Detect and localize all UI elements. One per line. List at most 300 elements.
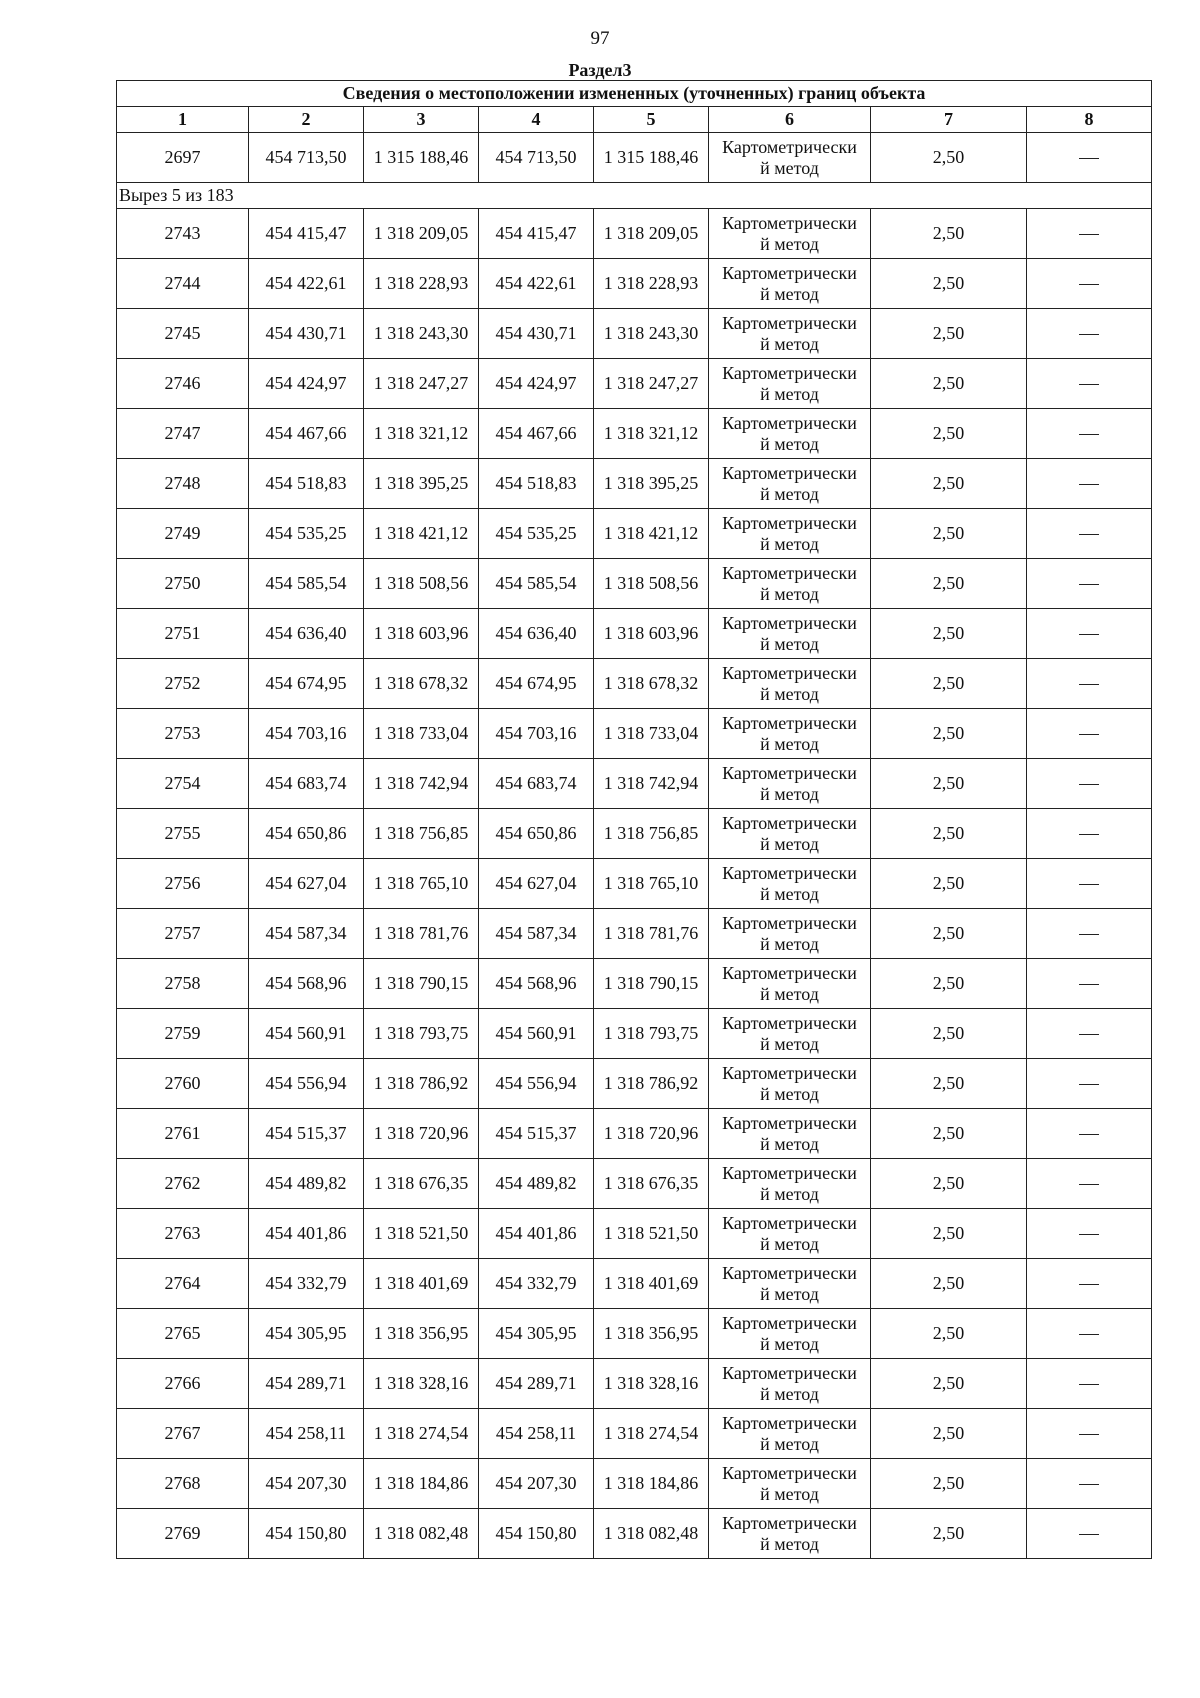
y-coordinate-refined: 1 318 521,50 bbox=[594, 1209, 709, 1259]
x-coordinate-existing: 454 518,83 bbox=[249, 459, 364, 509]
description-cell bbox=[1027, 1109, 1152, 1159]
point-number: 2757 bbox=[117, 909, 249, 959]
table-row bbox=[117, 1159, 1152, 1209]
y-coordinate-existing: 1 318 274,54 bbox=[364, 1409, 479, 1459]
y-coordinate-refined: 1 318 395,25 bbox=[594, 459, 709, 509]
method-line-1: Картометрически bbox=[722, 962, 857, 983]
table-row bbox=[117, 309, 1152, 359]
x-coordinate-existing: 454 430,71 bbox=[249, 309, 364, 359]
method-line-1: Картометрически bbox=[722, 462, 857, 483]
y-coordinate-refined: 1 318 786,92 bbox=[594, 1059, 709, 1109]
determination-method bbox=[709, 1009, 871, 1059]
dash-mark bbox=[1079, 1484, 1099, 1485]
precision-value: 2,50 bbox=[871, 609, 1027, 659]
x-coordinate-existing: 454 568,96 bbox=[249, 959, 364, 1009]
point-number: 2760 bbox=[117, 1059, 249, 1109]
method-line-1: Картометрически bbox=[722, 412, 857, 433]
method-line-2: й метод bbox=[760, 1333, 819, 1354]
method-line-2: й метод bbox=[760, 483, 819, 504]
precision-value: 2,50 bbox=[871, 259, 1027, 309]
point-number: 2763 bbox=[117, 1209, 249, 1259]
y-coordinate-existing: 1 318 508,56 bbox=[364, 559, 479, 609]
method-line-1: Картометрически bbox=[722, 712, 857, 733]
method-line-1: Картометрически bbox=[722, 212, 857, 233]
description-cell bbox=[1027, 759, 1152, 809]
y-coordinate-refined: 1 318 720,96 bbox=[594, 1109, 709, 1159]
table-row bbox=[117, 1259, 1152, 1309]
determination-method bbox=[709, 459, 871, 509]
precision-value: 2,50 bbox=[871, 1209, 1027, 1259]
table-row bbox=[117, 559, 1152, 609]
method-line-2: й метод bbox=[760, 1283, 819, 1304]
x-coordinate-refined: 454 674,95 bbox=[479, 659, 594, 709]
y-coordinate-refined: 1 318 243,30 bbox=[594, 309, 709, 359]
point-number: 2752 bbox=[117, 659, 249, 709]
point-number: 2756 bbox=[117, 859, 249, 909]
y-coordinate-existing: 1 318 603,96 bbox=[364, 609, 479, 659]
determination-method bbox=[709, 409, 871, 459]
subheading-row bbox=[117, 183, 1152, 209]
method-line-1: Картометрически bbox=[722, 512, 857, 533]
y-coordinate-existing: 1 318 421,12 bbox=[364, 509, 479, 559]
determination-method bbox=[709, 909, 871, 959]
precision-value: 2,50 bbox=[871, 209, 1027, 259]
y-coordinate-refined: 1 318 678,32 bbox=[594, 659, 709, 709]
determination-method bbox=[709, 509, 871, 559]
determination-method bbox=[709, 809, 871, 859]
y-coordinate-existing: 1 318 733,04 bbox=[364, 709, 479, 759]
table-row bbox=[117, 1209, 1152, 1259]
determination-method bbox=[709, 1509, 871, 1559]
y-coordinate-refined: 1 318 765,10 bbox=[594, 859, 709, 909]
method-line-2: й метод bbox=[760, 833, 819, 854]
precision-value: 2,50 bbox=[871, 1159, 1027, 1209]
y-coordinate-existing: 1 318 720,96 bbox=[364, 1109, 479, 1159]
x-coordinate-existing: 454 489,82 bbox=[249, 1159, 364, 1209]
precision-value: 2,50 bbox=[871, 659, 1027, 709]
determination-method bbox=[709, 709, 871, 759]
x-coordinate-refined: 454 650,86 bbox=[479, 809, 594, 859]
dash-mark bbox=[1079, 1334, 1099, 1335]
y-coordinate-refined: 1 318 184,86 bbox=[594, 1459, 709, 1509]
precision-value: 2,50 bbox=[871, 509, 1027, 559]
determination-method bbox=[709, 1409, 871, 1459]
x-coordinate-refined: 454 467,66 bbox=[479, 409, 594, 459]
precision-value: 2,50 bbox=[871, 1259, 1027, 1309]
y-coordinate-refined: 1 318 328,16 bbox=[594, 1359, 709, 1409]
method-line-1: Картометрически bbox=[722, 1062, 857, 1083]
method-line-1: Картометрически bbox=[722, 1112, 857, 1133]
point-number: 2743 bbox=[117, 209, 249, 259]
dash-mark bbox=[1079, 684, 1099, 685]
y-coordinate-existing: 1 318 321,12 bbox=[364, 409, 479, 459]
x-coordinate-existing: 454 636,40 bbox=[249, 609, 364, 659]
table-row bbox=[117, 1009, 1152, 1059]
determination-method bbox=[709, 133, 871, 183]
x-coordinate-refined: 454 556,94 bbox=[479, 1059, 594, 1109]
method-line-1: Картометрически bbox=[722, 862, 857, 883]
x-coordinate-refined: 454 713,50 bbox=[479, 133, 594, 183]
x-coordinate-refined: 454 401,86 bbox=[479, 1209, 594, 1259]
method-line-1: Картометрически bbox=[722, 1012, 857, 1033]
table-row bbox=[117, 1509, 1152, 1559]
y-coordinate-refined: 1 318 781,76 bbox=[594, 909, 709, 959]
dash-mark bbox=[1079, 784, 1099, 785]
method-line-1: Картометрически bbox=[722, 762, 857, 783]
y-coordinate-refined: 1 318 742,94 bbox=[594, 759, 709, 809]
x-coordinate-refined: 454 568,96 bbox=[479, 959, 594, 1009]
table-row bbox=[117, 359, 1152, 409]
table-row bbox=[117, 759, 1152, 809]
y-coordinate-refined: 1 318 274,54 bbox=[594, 1409, 709, 1459]
dash-mark bbox=[1079, 384, 1099, 385]
x-coordinate-existing: 454 258,11 bbox=[249, 1409, 364, 1459]
description-cell bbox=[1027, 1359, 1152, 1409]
method-line-1: Картометрически bbox=[722, 612, 857, 633]
section-title: Раздел3 bbox=[568, 60, 632, 80]
method-line-1: Картометрически bbox=[722, 1462, 857, 1483]
column-header: 2 bbox=[249, 107, 364, 133]
table-row bbox=[117, 1359, 1152, 1409]
y-coordinate-existing: 1 318 356,95 bbox=[364, 1309, 479, 1359]
x-coordinate-refined: 454 636,40 bbox=[479, 609, 594, 659]
point-number: 2765 bbox=[117, 1309, 249, 1359]
point-number: 2768 bbox=[117, 1459, 249, 1509]
table-row bbox=[117, 259, 1152, 309]
dash-mark bbox=[1079, 1234, 1099, 1235]
dash-mark bbox=[1079, 1084, 1099, 1085]
determination-method bbox=[709, 559, 871, 609]
x-coordinate-refined: 454 150,80 bbox=[479, 1509, 594, 1559]
method-line-1: Картометрически bbox=[722, 362, 857, 383]
point-number: 2745 bbox=[117, 309, 249, 359]
x-coordinate-refined: 454 627,04 bbox=[479, 859, 594, 909]
table-caption: Сведения о местоположении измененных (уточненных) границ объекта bbox=[117, 81, 1152, 107]
method-line-2: й метод bbox=[760, 1433, 819, 1454]
point-number: 2697 bbox=[117, 133, 249, 183]
description-cell bbox=[1027, 409, 1152, 459]
precision-value: 2,50 bbox=[871, 1109, 1027, 1159]
method-line-2: й метод bbox=[760, 783, 819, 804]
x-coordinate-existing: 454 332,79 bbox=[249, 1259, 364, 1309]
determination-method bbox=[709, 859, 871, 909]
column-header: 8 bbox=[1027, 107, 1152, 133]
y-coordinate-existing: 1 318 676,35 bbox=[364, 1159, 479, 1209]
y-coordinate-refined: 1 318 082,48 bbox=[594, 1509, 709, 1559]
y-coordinate-existing: 1 318 247,27 bbox=[364, 359, 479, 409]
y-coordinate-existing: 1 318 790,15 bbox=[364, 959, 479, 1009]
dash-mark bbox=[1079, 1184, 1099, 1185]
precision-value: 2,50 bbox=[871, 559, 1027, 609]
method-line-2: й метод bbox=[760, 733, 819, 754]
determination-method bbox=[709, 759, 871, 809]
precision-value: 2,50 bbox=[871, 809, 1027, 859]
precision-value: 2,50 bbox=[871, 1509, 1027, 1559]
table-row bbox=[117, 1309, 1152, 1359]
x-coordinate-refined: 454 424,97 bbox=[479, 359, 594, 409]
point-number: 2748 bbox=[117, 459, 249, 509]
method-line-1: Картометрически bbox=[722, 1362, 857, 1383]
y-coordinate-existing: 1 318 765,10 bbox=[364, 859, 479, 909]
precision-value: 2,50 bbox=[871, 1059, 1027, 1109]
method-line-2: й метод bbox=[760, 1083, 819, 1104]
point-number: 2747 bbox=[117, 409, 249, 459]
determination-method bbox=[709, 1259, 871, 1309]
description-cell bbox=[1027, 1409, 1152, 1459]
description-cell bbox=[1027, 659, 1152, 709]
y-coordinate-existing: 1 318 243,30 bbox=[364, 309, 479, 359]
determination-method bbox=[709, 209, 871, 259]
x-coordinate-refined: 454 518,83 bbox=[479, 459, 594, 509]
precision-value: 2,50 bbox=[871, 1359, 1027, 1409]
method-line-2: й метод bbox=[760, 1233, 819, 1254]
x-coordinate-refined: 454 560,91 bbox=[479, 1009, 594, 1059]
x-coordinate-existing: 454 467,66 bbox=[249, 409, 364, 459]
point-number: 2758 bbox=[117, 959, 249, 1009]
point-number: 2764 bbox=[117, 1259, 249, 1309]
y-coordinate-refined: 1 318 508,56 bbox=[594, 559, 709, 609]
method-line-2: й метод bbox=[760, 883, 819, 904]
table-row bbox=[117, 133, 1152, 183]
y-coordinate-refined: 1 318 356,95 bbox=[594, 1309, 709, 1359]
method-line-1: Картометрически bbox=[722, 262, 857, 283]
dash-mark bbox=[1079, 1134, 1099, 1135]
method-line-2: й метод bbox=[760, 1133, 819, 1154]
determination-method bbox=[709, 359, 871, 409]
table-row bbox=[117, 509, 1152, 559]
method-line-2: й метод bbox=[760, 157, 819, 178]
point-number: 2755 bbox=[117, 809, 249, 859]
x-coordinate-existing: 454 422,61 bbox=[249, 259, 364, 309]
dash-mark bbox=[1079, 634, 1099, 635]
table-row bbox=[117, 609, 1152, 659]
description-cell bbox=[1027, 1009, 1152, 1059]
page-number: 97 bbox=[590, 28, 610, 49]
dash-mark bbox=[1079, 1434, 1099, 1435]
y-coordinate-refined: 1 318 247,27 bbox=[594, 359, 709, 409]
x-coordinate-existing: 454 207,30 bbox=[249, 1459, 364, 1509]
table-row bbox=[117, 959, 1152, 1009]
y-coordinate-existing: 1 318 786,92 bbox=[364, 1059, 479, 1109]
method-line-2: й метод bbox=[760, 533, 819, 554]
dash-mark bbox=[1079, 284, 1099, 285]
dash-mark bbox=[1079, 434, 1099, 435]
table-row bbox=[117, 459, 1152, 509]
determination-method bbox=[709, 1459, 871, 1509]
x-coordinate-refined: 454 289,71 bbox=[479, 1359, 594, 1409]
dash-mark bbox=[1079, 158, 1099, 159]
precision-value: 2,50 bbox=[871, 909, 1027, 959]
y-coordinate-refined: 1 318 401,69 bbox=[594, 1259, 709, 1309]
dash-mark bbox=[1079, 1384, 1099, 1385]
table-row bbox=[117, 659, 1152, 709]
determination-method bbox=[709, 309, 871, 359]
determination-method bbox=[709, 259, 871, 309]
dash-mark bbox=[1079, 834, 1099, 835]
point-number: 2762 bbox=[117, 1159, 249, 1209]
description-cell bbox=[1027, 1309, 1152, 1359]
method-line-2: й метод bbox=[760, 583, 819, 604]
dash-mark bbox=[1079, 1284, 1099, 1285]
x-coordinate-existing: 454 650,86 bbox=[249, 809, 364, 859]
y-coordinate-existing: 1 318 756,85 bbox=[364, 809, 479, 859]
point-number: 2769 bbox=[117, 1509, 249, 1559]
method-line-2: й метод bbox=[760, 433, 819, 454]
point-number: 2766 bbox=[117, 1359, 249, 1409]
method-line-1: Картометрически bbox=[722, 1412, 857, 1433]
x-coordinate-existing: 454 305,95 bbox=[249, 1309, 364, 1359]
x-coordinate-refined: 454 332,79 bbox=[479, 1259, 594, 1309]
method-line-1: Картометрически bbox=[722, 812, 857, 833]
x-coordinate-existing: 454 415,47 bbox=[249, 209, 364, 259]
x-coordinate-existing: 454 289,71 bbox=[249, 1359, 364, 1409]
method-line-1: Картометрически bbox=[722, 562, 857, 583]
x-coordinate-existing: 454 587,34 bbox=[249, 909, 364, 959]
y-coordinate-existing: 1 318 678,32 bbox=[364, 659, 479, 709]
x-coordinate-refined: 454 430,71 bbox=[479, 309, 594, 359]
method-line-2: й метод bbox=[760, 633, 819, 654]
precision-value: 2,50 bbox=[871, 1009, 1027, 1059]
determination-method bbox=[709, 1209, 871, 1259]
method-line-1: Картометрически bbox=[722, 312, 857, 333]
dash-mark bbox=[1079, 234, 1099, 235]
description-cell bbox=[1027, 1209, 1152, 1259]
y-coordinate-existing: 1 318 401,69 bbox=[364, 1259, 479, 1309]
table-row bbox=[117, 1409, 1152, 1459]
method-line-2: й метод bbox=[760, 1033, 819, 1054]
method-line-2: й метод bbox=[760, 233, 819, 254]
x-coordinate-refined: 454 422,61 bbox=[479, 259, 594, 309]
table-row bbox=[117, 709, 1152, 759]
method-line-2: й метод bbox=[760, 933, 819, 954]
x-coordinate-refined: 454 587,34 bbox=[479, 909, 594, 959]
x-coordinate-existing: 454 585,54 bbox=[249, 559, 364, 609]
precision-value: 2,50 bbox=[871, 959, 1027, 1009]
determination-method bbox=[709, 1159, 871, 1209]
dash-mark bbox=[1079, 984, 1099, 985]
dash-mark bbox=[1079, 734, 1099, 735]
precision-value: 2,50 bbox=[871, 1409, 1027, 1459]
y-coordinate-refined: 1 318 756,85 bbox=[594, 809, 709, 859]
table-row bbox=[117, 1109, 1152, 1159]
point-number: 2754 bbox=[117, 759, 249, 809]
table-row bbox=[117, 859, 1152, 909]
x-coordinate-existing: 454 713,50 bbox=[249, 133, 364, 183]
column-header: 6 bbox=[709, 107, 871, 133]
determination-method bbox=[709, 659, 871, 709]
precision-value: 2,50 bbox=[871, 859, 1027, 909]
description-cell bbox=[1027, 1459, 1152, 1509]
dash-mark bbox=[1079, 334, 1099, 335]
precision-value: 2,50 bbox=[871, 309, 1027, 359]
y-coordinate-refined: 1 318 793,75 bbox=[594, 1009, 709, 1059]
table-row bbox=[117, 1459, 1152, 1509]
column-number-row bbox=[117, 107, 1152, 133]
y-coordinate-existing: 1 315 188,46 bbox=[364, 133, 479, 183]
point-number: 2750 bbox=[117, 559, 249, 609]
y-coordinate-existing: 1 318 521,50 bbox=[364, 1209, 479, 1259]
x-coordinate-existing: 454 556,94 bbox=[249, 1059, 364, 1109]
dash-mark bbox=[1079, 584, 1099, 585]
y-coordinate-existing: 1 318 209,05 bbox=[364, 209, 479, 259]
y-coordinate-existing: 1 318 793,75 bbox=[364, 1009, 479, 1059]
table-row bbox=[117, 409, 1152, 459]
method-line-1: Картометрически bbox=[722, 1212, 857, 1233]
point-number: 2759 bbox=[117, 1009, 249, 1059]
x-coordinate-existing: 454 424,97 bbox=[249, 359, 364, 409]
method-line-2: й метод bbox=[760, 1483, 819, 1504]
description-cell bbox=[1027, 133, 1152, 183]
description-cell bbox=[1027, 209, 1152, 259]
x-coordinate-refined: 454 703,16 bbox=[479, 709, 594, 759]
y-coordinate-refined: 1 318 676,35 bbox=[594, 1159, 709, 1209]
point-number: 2746 bbox=[117, 359, 249, 409]
x-coordinate-refined: 454 489,82 bbox=[479, 1159, 594, 1209]
y-coordinate-existing: 1 318 328,16 bbox=[364, 1359, 479, 1409]
x-coordinate-refined: 454 258,11 bbox=[479, 1409, 594, 1459]
y-coordinate-existing: 1 318 184,86 bbox=[364, 1459, 479, 1509]
determination-method bbox=[709, 1109, 871, 1159]
x-coordinate-existing: 454 535,25 bbox=[249, 509, 364, 559]
precision-value: 2,50 bbox=[871, 759, 1027, 809]
method-line-2: й метод bbox=[760, 383, 819, 404]
x-coordinate-existing: 454 683,74 bbox=[249, 759, 364, 809]
table-row bbox=[117, 209, 1152, 259]
description-cell bbox=[1027, 1159, 1152, 1209]
column-header: 4 bbox=[479, 107, 594, 133]
description-cell bbox=[1027, 909, 1152, 959]
method-line-2: й метод bbox=[760, 333, 819, 354]
x-coordinate-refined: 454 515,37 bbox=[479, 1109, 594, 1159]
method-line-1: Картометрически bbox=[722, 1162, 857, 1183]
determination-method bbox=[709, 1309, 871, 1359]
table-row bbox=[117, 809, 1152, 859]
x-coordinate-refined: 454 207,30 bbox=[479, 1459, 594, 1509]
determination-method bbox=[709, 1359, 871, 1409]
x-coordinate-existing: 454 674,95 bbox=[249, 659, 364, 709]
method-line-1: Картометрически bbox=[722, 912, 857, 933]
y-coordinate-existing: 1 318 228,93 bbox=[364, 259, 479, 309]
point-number: 2751 bbox=[117, 609, 249, 659]
point-number: 2749 bbox=[117, 509, 249, 559]
column-header: 3 bbox=[364, 107, 479, 133]
method-line-1: Картометрически bbox=[722, 662, 857, 683]
description-cell bbox=[1027, 309, 1152, 359]
x-coordinate-existing: 454 401,86 bbox=[249, 1209, 364, 1259]
cutout-subheading: Вырез 5 из 183 bbox=[117, 183, 1152, 209]
point-number: 2753 bbox=[117, 709, 249, 759]
precision-value: 2,50 bbox=[871, 1309, 1027, 1359]
point-number: 2767 bbox=[117, 1409, 249, 1459]
point-number: 2761 bbox=[117, 1109, 249, 1159]
y-coordinate-refined: 1 318 321,12 bbox=[594, 409, 709, 459]
column-header: 1 bbox=[117, 107, 249, 133]
table-row bbox=[117, 1059, 1152, 1109]
y-coordinate-existing: 1 318 395,25 bbox=[364, 459, 479, 509]
y-coordinate-refined: 1 318 603,96 bbox=[594, 609, 709, 659]
y-coordinate-refined: 1 318 421,12 bbox=[594, 509, 709, 559]
determination-method bbox=[709, 1059, 871, 1109]
method-line-2: й метод bbox=[760, 1383, 819, 1404]
dash-mark bbox=[1079, 484, 1099, 485]
x-coordinate-refined: 454 415,47 bbox=[479, 209, 594, 259]
x-coordinate-existing: 454 627,04 bbox=[249, 859, 364, 909]
description-cell bbox=[1027, 959, 1152, 1009]
method-line-2: й метод bbox=[760, 983, 819, 1004]
precision-value: 2,50 bbox=[871, 459, 1027, 509]
description-cell bbox=[1027, 1259, 1152, 1309]
x-coordinate-refined: 454 535,25 bbox=[479, 509, 594, 559]
